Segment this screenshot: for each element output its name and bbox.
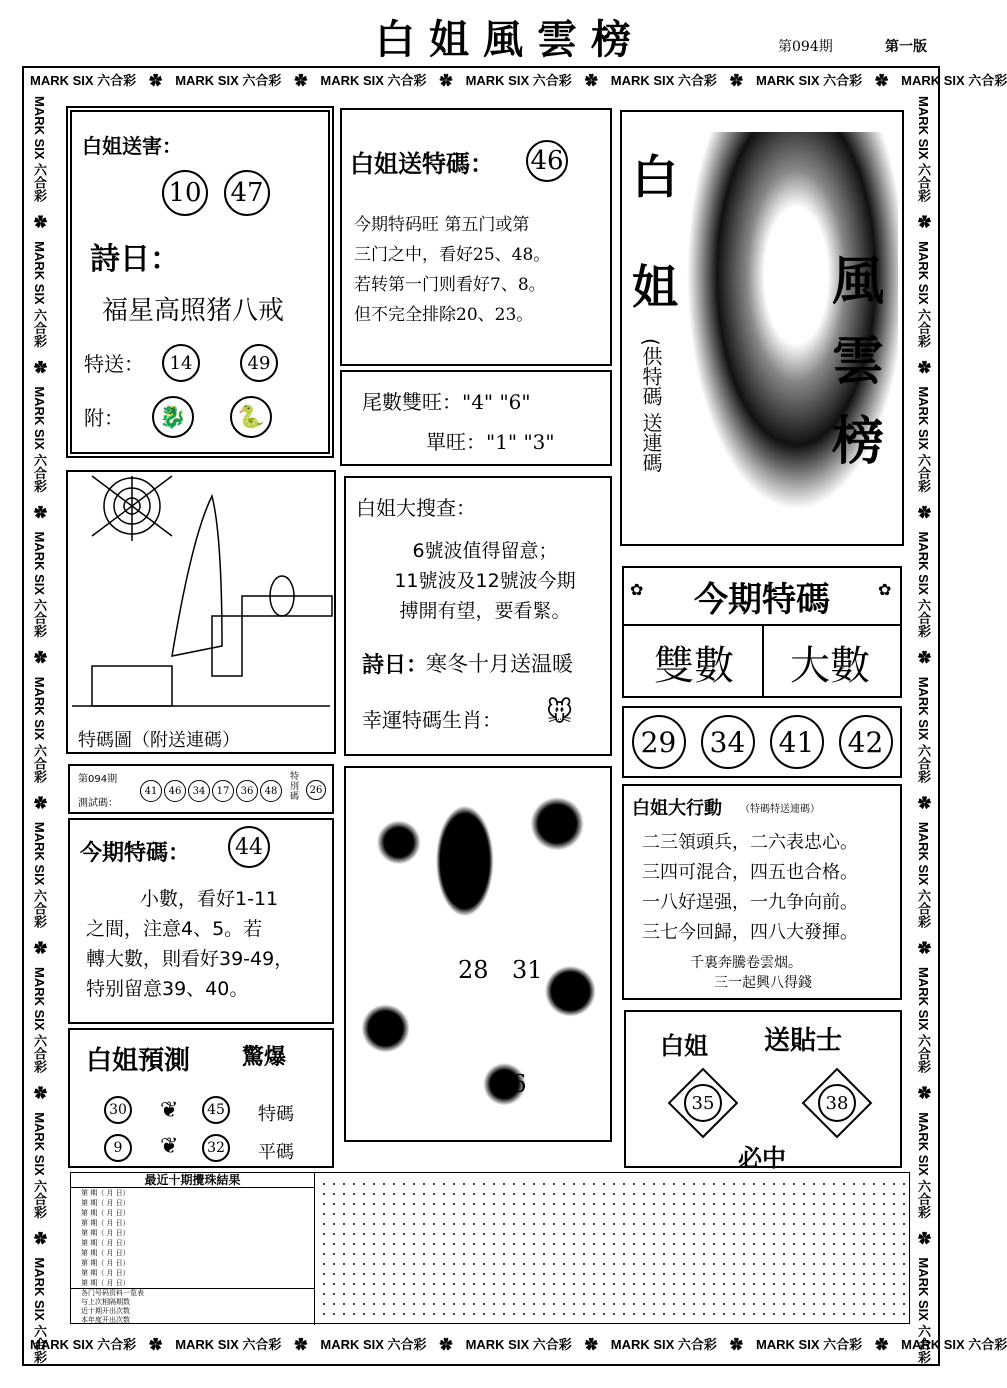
send-label: 白姐送害： [82,134,182,158]
results-rows: 第 期（ 月 日） 第 期（ 月 日） 第 期（ 月 日） 第 期（ 月 日） 第 期（ 月 日） 第 期（ 月 日） 第 期（ 月 日） 第 期（ 月 日） 第 期（ 月 日） 第 期（ 月 日） [81,1189,130,1287]
number-ball: 29 [632,715,686,769]
action-text: 二三領頭兵，二六表忠心。 三四可混合，四五也合格。 一八好逞强，一九争向前。 三七今回歸，四八大發揮。 [642,832,858,943]
action-box [622,784,902,1000]
tips-title-2: 送貼士 [764,1026,843,1056]
photo-number: 31 [512,956,543,984]
test-special: 26 [306,780,326,800]
search-poem: 寒冬十月送温暖 [426,652,573,676]
page-title: 白姐風雲榜 [375,16,645,63]
number-ball: 45 [202,1096,230,1124]
code-box [68,818,334,1024]
search-text: 6號波值得留意； 11號波及12號波今期 搏開有望，要看緊。 [394,540,576,622]
special-ball: 49 [240,344,278,382]
search-title: 白姐大搜查： [356,496,476,520]
number-ball: 10 [162,170,208,216]
picture-caption: 特碼圖（附送連碼） [78,730,240,751]
predict-stamp: 驚爆 [242,1044,287,1070]
today-left: 雙數 [654,643,734,689]
code-ball: 44 [228,826,270,868]
action-subtitle: （特碼特送連碼） [740,804,820,815]
code-title: 今期特碼： [80,841,191,866]
number-ball: 34 [701,715,755,769]
send-numbers [162,170,270,216]
leaf-icon: ❦ [160,1098,179,1123]
number-ball: 42 [839,715,893,769]
special-label: 特送： [84,352,144,376]
poem-label: 詩日： [90,242,180,277]
today-right: 大數 [790,643,870,689]
tips-footer: 必中 [738,1144,786,1172]
special-code-box [340,108,612,366]
issue-number: 第094期 [778,39,833,55]
poem-text: 福星高照猪八戒 [102,296,285,326]
results-grid [319,1179,907,1319]
leaf-icon: ❦ [160,1134,179,1159]
number-ball: 9 [104,1134,132,1162]
edition-label: 第一版 [885,39,927,55]
send-box [66,106,334,458]
illustration [72,476,330,716]
divider [762,624,764,696]
poster-note: (供特碼 送連碼 [639,338,663,473]
photo-box [344,766,612,1142]
test-issue: 第094期 [78,774,118,785]
tips-title-1: 白姐 [660,1032,708,1060]
number-ball: 30 [104,1096,132,1124]
today-box [622,566,902,698]
code-text: 小數，看好1-11 之間，注意4、5。若 轉大數，則看好39-49， 特别留意39、40。 [86,888,294,1000]
predict-title: 白姐預測 [86,1046,191,1076]
search-poem-label: 詩日： [362,653,429,678]
right-ribbon: MARK SIX 六合彩 ✿ MARK SIX 六合彩 ✿ MARK SIX 六合彩 ✿ MARK SIX 六合彩 ✿ MARK SIX 六合彩 ✿ MARK SIX 六合彩 ✿ MARK SIX 六合彩 ✿ MARK SIX 六合彩 ✿ MARK SIX 六合彩 [916,96,931,1364]
tips-box [624,1010,902,1172]
predict-label-1: 特碼 [258,1104,294,1125]
today-title: 今期特碼 [694,580,830,620]
special-ball: 14 [162,344,200,382]
tail-box [340,370,612,466]
poster-title-right: 風 雲 榜 [832,251,885,472]
predict-label-2: 平碼 [258,1142,294,1163]
number-ball: 47 [224,170,270,216]
photo-number: 28 [458,956,489,984]
flower-icon: ✿ [630,580,644,599]
tail-line-2: 單旺："1" "3" [426,430,555,454]
action-footer-1: 千裏奔騰卷雲烟。 [690,955,802,971]
top-ribbon: MARK SIX 六合彩 ✿ MARK SIX 六合彩 ✿ MARK SIX 六合彩 ✿ MARK SIX 六合彩 ✿ MARK SIX 六合彩 ✿ MARK SIX 六合彩 ✿ MARK SIX 六合彩 [30,73,1007,88]
photo-number: 36 [496,1070,527,1098]
rat-icon: 🐭 [546,698,574,728]
test-numbers: 41 46 34 17 36 48 [140,780,282,802]
results-title: 最近十期攪珠結果 [71,1173,314,1188]
snake-icon: 🐍 [230,396,272,438]
search-box [344,476,612,756]
tips-diamond: 38 [802,1068,873,1139]
test-box [68,764,334,814]
results-table [70,1172,910,1324]
results-summary: 各门号码资料一览表 与上次相隔期数 近十期开出次数 本年度开出次数 [71,1288,314,1325]
poster-title-left: 白 姐 [632,150,678,314]
results-left-panel [71,1173,315,1325]
dragon-icon: 🐉 [152,396,194,438]
four-numbers-box [622,706,902,778]
special-code-ball: 46 [526,140,568,182]
number-ball: 41 [770,715,824,769]
predict-box [68,1028,334,1168]
special-code-label: 白姐送特碼： [350,150,494,178]
number-ball: 32 [202,1134,230,1162]
poster-box [620,110,904,546]
bottom-ribbon: MARK SIX 六合彩 ✿ MARK SIX 六合彩 ✿ MARK SIX 六合彩 ✿ MARK SIX 六合彩 ✿ MARK SIX 六合彩 ✿ MARK SIX 六合彩 ✿ MARK SIX 六合彩 [30,1337,1007,1352]
action-footer-2: 三一起興八得錢 [714,975,812,991]
action-title: 白姐大行動 [632,798,722,819]
special-code-text: 今期特码旺 第五门或第 三门之中，看好25、48。 若转第一门则看好7、8。 但不完全排除20、23。 [354,215,551,325]
flower-icon: ✿ [878,580,892,599]
tips-diamond: 35 [668,1068,739,1139]
tail-line-1: 尾數雙旺："4" "6" [362,390,531,414]
lucky-label: 幸運特碼生肖： [362,708,502,732]
picture-box [66,470,336,754]
left-ribbon: MARK SIX 六合彩 ✿ MARK SIX 六合彩 ✿ MARK SIX 六合彩 ✿ MARK SIX 六合彩 ✿ MARK SIX 六合彩 ✿ MARK SIX 六合彩 ✿ MARK SIX 六合彩 ✿ MARK SIX 六合彩 ✿ MARK SIX 六合彩 [32,96,47,1364]
test-label: 測試碼： [78,798,118,809]
attach-label: 附： [84,406,124,430]
test-special-label: 特別碼 [290,772,300,802]
